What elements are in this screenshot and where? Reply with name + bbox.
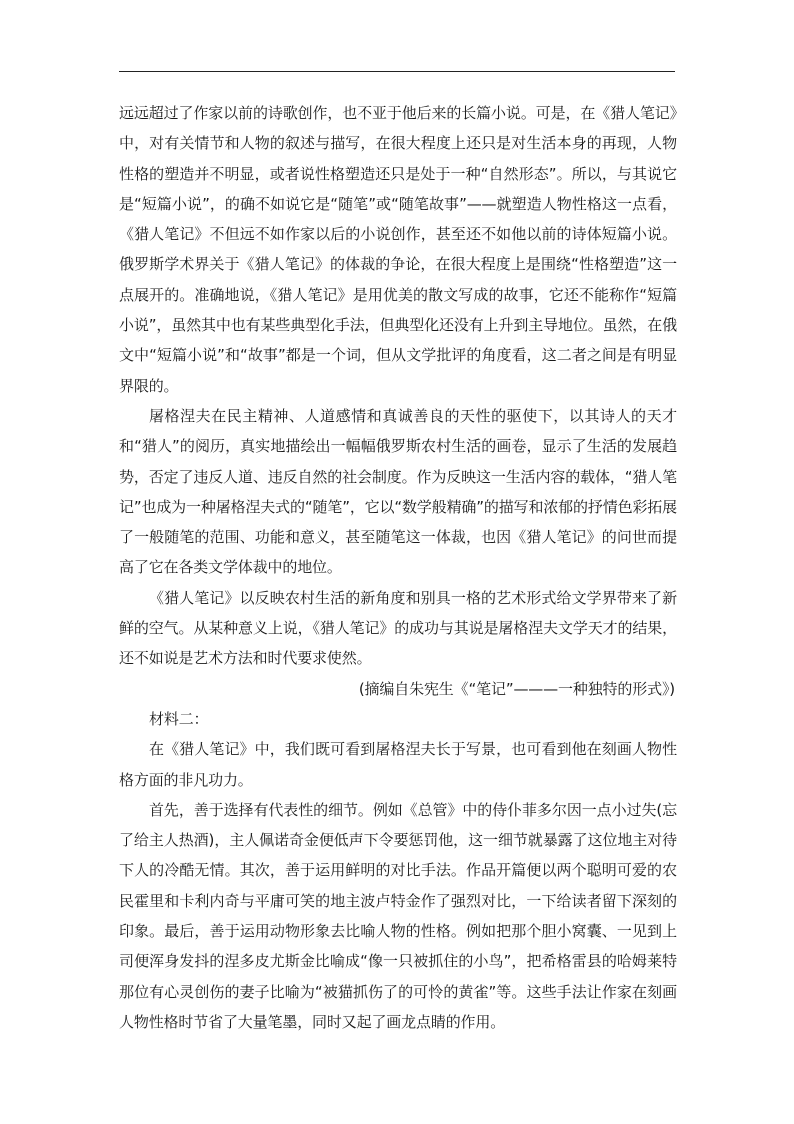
- header-rule: [119, 71, 675, 72]
- paragraph-new-angle: 《猎人笔记》以反映农村生活的新角度和别具一格的艺术形式给文学界带来了新鲜的空气。从某种意义上说，《猎人笔记》的成功与其说是屠格涅夫文学天才的结果，还不如说是艺术方法和时代要求使然。: [119, 588, 677, 668]
- document-body: [119, 98, 677, 1037]
- source-citation: (摘编自朱宪生《“笔记”———一种独特的形式》): [358, 679, 675, 698]
- paragraph-character-skill: 在《猎人笔记》中，我们既可看到屠格涅夫长于写景，也可看到他在刻画人物性格方面的非凡功力。: [119, 740, 677, 789]
- paragraph-continuation: 远远超过了作家以前的诗歌创作，也不亚于他后来的长篇小说。可是，在《猎人笔记》中，对有关情节和人物的叙述与描写，在很大程度上还只是对生活本身的再现，人物性格的塑造并不明显，或者说性格塑造还只是处于一种“自然形态”。所以，与其说它是“短篇小说”，的确不如说它是“随笔”或“随笔故事”——就塑造人物性格这一点看，《猎人笔记》不但远不如作家以后的小说创作，甚至还不如他以前的诗体短篇小说。俄罗斯学术界关于《猎人笔记》的体裁的争论，在很大程度上是围绕“性格塑造”这一点展开的。准确地说，《猎人笔记》是用优美的散文写成的故事，它还不能称作“短篇小说”，虽然其中也有某些典型化手法，但典型化还没有上升到主导地位。虽然，在俄文中“短篇小说”和“故事”都是一个词，但从文学批评的角度看，这二者之间是有明显界限的。: [119, 104, 677, 395]
- paragraph-techniques: 首先，善于选择有代表性的细节。例如《总管》中的侍仆菲多尔因一点小过失(忘了给主人热酒)，主人佩诺奇金便低声下令要惩罚他，这一细节就暴露了这位地主对待下人的冷酷无情。其次，善于运用鲜明的对比手法。作品开篇便以两个聪明可爱的农民霍里和卡利内奇与平庸可笑的地主波卢特金作了强烈对比，一下给读者留下深刻的印象。最后，善于运用动物形象去比喻人物的性格。例如把那个胆小窝囊、一见到上司便浑身发抖的涅多皮尤斯金比喻成“像一只被抓住的小鸟”，把希格雷县的哈姆莱特那位有心灵创伤的妻子比喻为“被猫抓伤了的可怜的黄雀”等。这些手法让作家在刻画人物性格时节省了大量笔墨，同时又起了画龙点睛的作用。: [119, 800, 677, 1031]
- paragraph-turgenev-spirit: 屠格涅夫在民主精神、人道感情和真诚善良的天性的驱使下，以其诗人的天才和“猎人”的阅历，真实地描绘出一幅幅俄罗斯农村生活的画卷，显示了生活的发展趋势，否定了违反人道、违反自然的社会制度。作为反映这一生活内容的载体，“猎人笔记”也成为一种屠格涅夫式的“随笔”，它以“数学般精确”的描写和浓郁的抒情色彩拓展了一般随笔的范围、功能和意义，甚至随笔这一体裁，也因《猎人笔记》的问世而提高了它在各类文学体裁中的地位。: [119, 406, 677, 577]
- material-two-heading: 材料二：: [149, 709, 209, 728]
